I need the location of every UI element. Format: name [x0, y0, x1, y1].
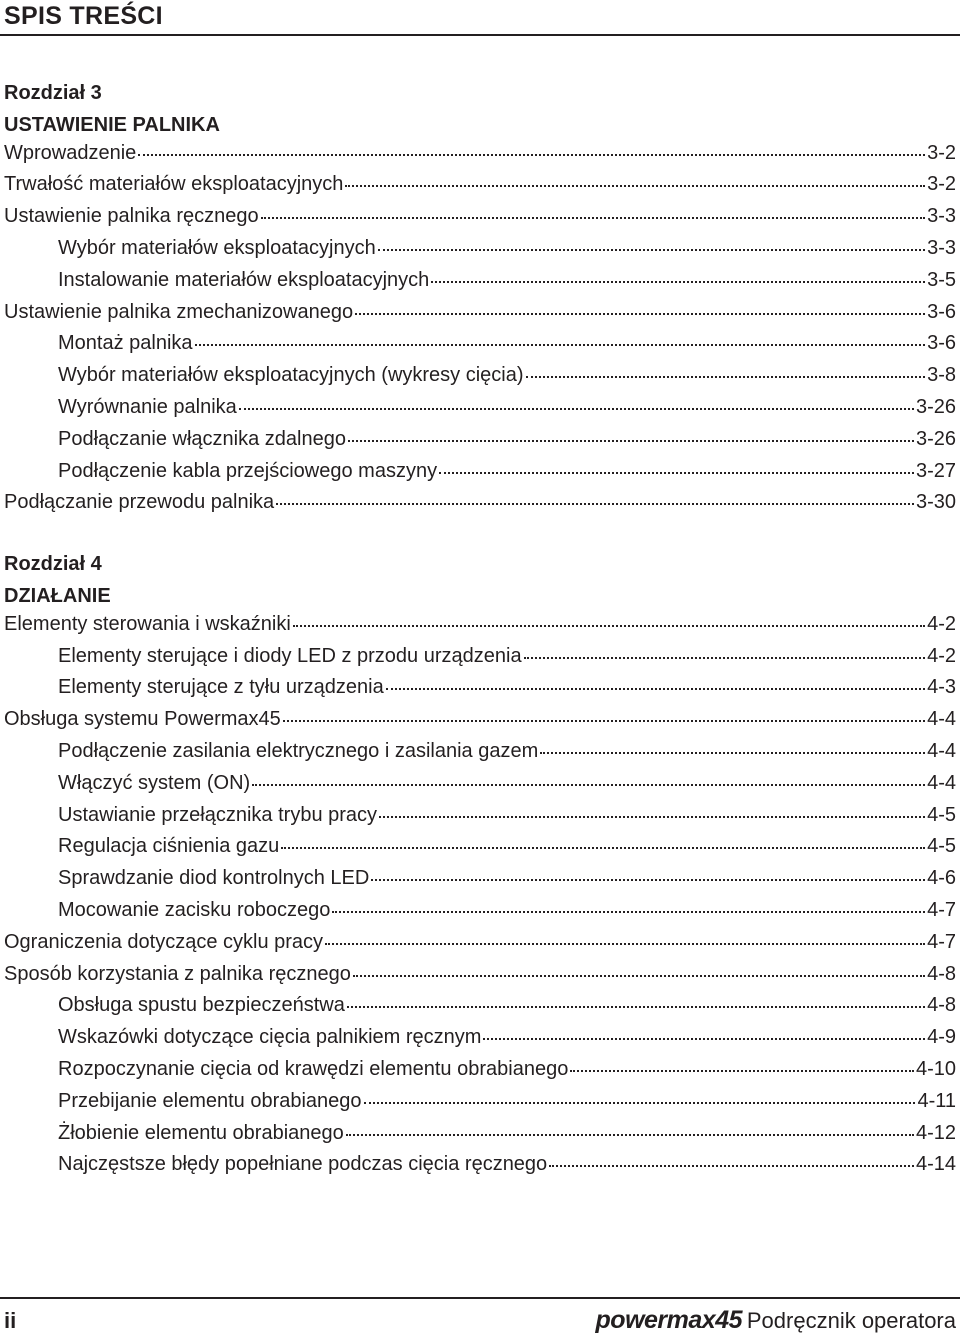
toc-entry-title: Elementy sterujące z tyłu urządzenia	[58, 676, 384, 699]
toc-entry-page: 4-2	[927, 612, 956, 635]
dot-leader	[524, 657, 926, 659]
toc-entry-title: Włączyć system (ON)	[58, 771, 251, 794]
toc-entry-title: Obsługa systemu Powermax45	[4, 708, 281, 731]
toc-entry-page: 3-5	[927, 268, 956, 291]
toc-entry-title: Regulacja ciśnienia gazu	[58, 835, 280, 858]
toc-entry[interactable]	[58, 364, 956, 394]
dot-leader	[281, 847, 925, 849]
toc-entry-page: 4-7	[927, 899, 956, 921]
toc-entry-page: 3-3	[927, 205, 956, 228]
page-footer	[0, 1296, 960, 1344]
dot-leader	[483, 1038, 925, 1040]
dot-leader	[355, 313, 925, 315]
toc-entry-title: Żłobienie elementu obrabianego	[58, 1121, 344, 1144]
toc-entry[interactable]	[58, 428, 956, 458]
dot-leader	[138, 154, 925, 156]
toc-entry-page: 4-8	[927, 994, 956, 1017]
toc-entry[interactable]	[58, 676, 956, 706]
footer-divider	[0, 1297, 960, 1299]
dot-leader	[549, 1165, 914, 1167]
toc-entry-title: Rozpoczynanie cięcia od krawędzi elementu obrabianego	[58, 1058, 569, 1080]
toc-entry-page: 4-3	[927, 676, 956, 699]
toc-entry[interactable]	[58, 645, 956, 675]
toc-entry-page: 4-6	[927, 867, 956, 890]
toc-entry-page: 3-2	[927, 173, 956, 196]
toc-entry-page: 3-6	[927, 332, 956, 355]
toc-entry-page: 4-14	[915, 1153, 956, 1176]
toc-entry[interactable]	[58, 1090, 956, 1120]
toc-entry-title: Sprawdzanie diod kontrolnych LED	[58, 867, 370, 890]
dot-leader	[195, 344, 926, 346]
toc-entry-title: Obsługa spustu bezpieczeństwa	[58, 994, 345, 1017]
toc-entry-title: Przebijanie elementu obrabianego	[58, 1089, 362, 1112]
dot-leader	[325, 943, 925, 945]
toc-entry-title: Podłączenie zasilania elektrycznego i zasilania gazem	[58, 740, 539, 762]
toc-entry-page: 4-4	[927, 771, 956, 794]
dot-leader	[353, 975, 925, 977]
header-divider	[0, 34, 960, 36]
toc-entry[interactable]	[4, 708, 956, 738]
toc-entry-page: 4-2	[927, 644, 956, 667]
toc-entry-page: 3-26	[915, 396, 956, 418]
document-title: Podręcznik operatora	[746, 1308, 956, 1333]
toc-entry-title: Ograniczenia dotyczące cyklu pracy	[4, 930, 324, 953]
toc-entry-title: Ustawienie palnika zmechanizowanego	[4, 300, 354, 323]
dot-leader	[283, 720, 925, 722]
toc-entry-title: Wprowadzenie	[4, 141, 137, 164]
toc-entry-title: Montaż palnika	[58, 332, 193, 355]
toc-entry-title: Wybór materiałów eksploatacyjnych (wykresy cięcia)	[58, 364, 524, 387]
toc-entry[interactable]	[58, 740, 956, 770]
toc-entry-page: 4-12	[915, 1121, 956, 1144]
dot-leader	[276, 503, 914, 505]
page-number: ii	[4, 1308, 17, 1333]
toc-entry[interactable]	[4, 173, 956, 203]
toc-entry[interactable]	[4, 301, 956, 331]
toc-entry[interactable]	[58, 332, 956, 362]
toc-entry-title: Instalowanie materiałów eksploatacyjnych	[58, 268, 430, 291]
toc-entry-page: 4-4	[927, 740, 956, 762]
toc-entry-title: Podłączanie przewodu palnika	[4, 491, 275, 514]
toc-entry-title: Elementy sterujące i diody LED z przodu urządzenia	[58, 644, 522, 667]
toc-entry-title: Trwałość materiałów eksploatacyjnych	[4, 173, 344, 196]
toc-entry[interactable]	[58, 1026, 956, 1056]
toc-entry[interactable]	[58, 1058, 956, 1088]
dot-leader	[379, 816, 925, 818]
dot-leader	[346, 1134, 914, 1136]
dot-leader	[386, 688, 925, 690]
toc-entry[interactable]	[58, 269, 956, 299]
toc-entry[interactable]	[4, 931, 956, 961]
toc-entry[interactable]	[58, 396, 956, 426]
toc-entry[interactable]	[58, 899, 956, 929]
toc-entry[interactable]	[4, 205, 956, 235]
dot-leader	[252, 784, 925, 786]
dot-leader	[364, 1102, 916, 1104]
chapter-title: USTAWIENIE PALNIKA	[4, 113, 220, 136]
toc-entry-page: 3-6	[927, 300, 956, 323]
toc-entry-title: Ustawianie przełącznika trybu pracy	[58, 803, 378, 826]
toc-entry-page: 3-8	[927, 364, 956, 387]
toc-entry-title: Mocowanie zacisku roboczego	[58, 899, 331, 921]
dot-leader	[345, 185, 925, 187]
dot-leader	[431, 281, 925, 283]
toc-entry-title: Podłączanie włącznika zdalnego	[58, 427, 346, 450]
toc-entry[interactable]	[4, 963, 956, 993]
toc-entry-page: 3-30	[915, 491, 956, 514]
toc-entry[interactable]	[4, 613, 956, 643]
toc-entry[interactable]	[58, 1153, 956, 1183]
toc-entry-page: 3-3	[927, 237, 956, 259]
brand-logo: powermax45	[595, 1306, 742, 1334]
chapter-label: Rozdział 4	[4, 553, 102, 576]
toc-entry-title: Wybór materiałów eksploatacyjnych	[58, 237, 376, 259]
toc-entry[interactable]	[58, 460, 956, 490]
toc-entry[interactable]	[58, 804, 956, 834]
dot-leader	[347, 1006, 925, 1008]
toc-entry-page: 3-2	[927, 141, 956, 164]
dot-leader	[570, 1070, 914, 1072]
dot-leader	[439, 472, 914, 474]
toc-entry[interactable]	[58, 994, 956, 1024]
dot-leader	[378, 249, 925, 251]
toc-entry-title: Wyrównanie palnika	[58, 396, 237, 418]
toc-entry[interactable]	[58, 772, 956, 802]
dot-leader	[293, 625, 925, 627]
toc-entry-title: Sposób korzystania z palnika ręcznego	[4, 962, 351, 985]
toc-entry-title: Podłączenie kabla przejściowego maszyny	[58, 459, 438, 482]
toc-entry-page: 4-5	[927, 835, 956, 858]
toc-entry-page: 3-27	[915, 459, 956, 482]
dot-leader	[348, 440, 914, 442]
toc-entry-title: Ustawienie palnika ręcznego	[4, 205, 259, 228]
toc-entry-page: 4-7	[927, 930, 956, 953]
toc-entry[interactable]	[4, 142, 956, 172]
toc-entry-page: 4-5	[927, 803, 956, 826]
toc-entry[interactable]	[58, 835, 956, 865]
chapter-title: DZIAŁANIE	[4, 585, 111, 607]
toc-entry-title: Wskazówki dotyczące cięcia palnikiem ręcznym	[58, 1026, 482, 1049]
toc-entry-page: 4-9	[927, 1026, 956, 1049]
toc-entry-title: Najczęstsze błędy popełniane podczas cięcia ręcznego	[58, 1153, 548, 1176]
dot-leader	[239, 408, 914, 410]
toc-entry-page: 3-26	[915, 427, 956, 450]
toc-entry-page: 4-11	[917, 1089, 956, 1112]
dot-leader	[540, 752, 925, 754]
dot-leader	[261, 217, 926, 219]
toc-entry[interactable]	[58, 1122, 956, 1152]
toc-entry-page: 4-10	[915, 1058, 956, 1080]
toc-entry-page: 4-4	[927, 708, 956, 731]
dot-leader	[332, 911, 925, 913]
chapter-label: Rozdział 3	[4, 82, 102, 104]
toc-entry-title: Elementy sterowania i wskaźniki	[4, 612, 291, 635]
page-title: SPIS TREŚCI	[4, 2, 163, 30]
toc-entry[interactable]	[58, 867, 956, 897]
toc-entry-page: 4-8	[927, 962, 956, 985]
dot-leader	[371, 879, 925, 881]
page-header	[0, 0, 960, 36]
toc-entry[interactable]	[58, 237, 956, 267]
toc-entry[interactable]	[4, 491, 956, 521]
dot-leader	[526, 376, 926, 378]
